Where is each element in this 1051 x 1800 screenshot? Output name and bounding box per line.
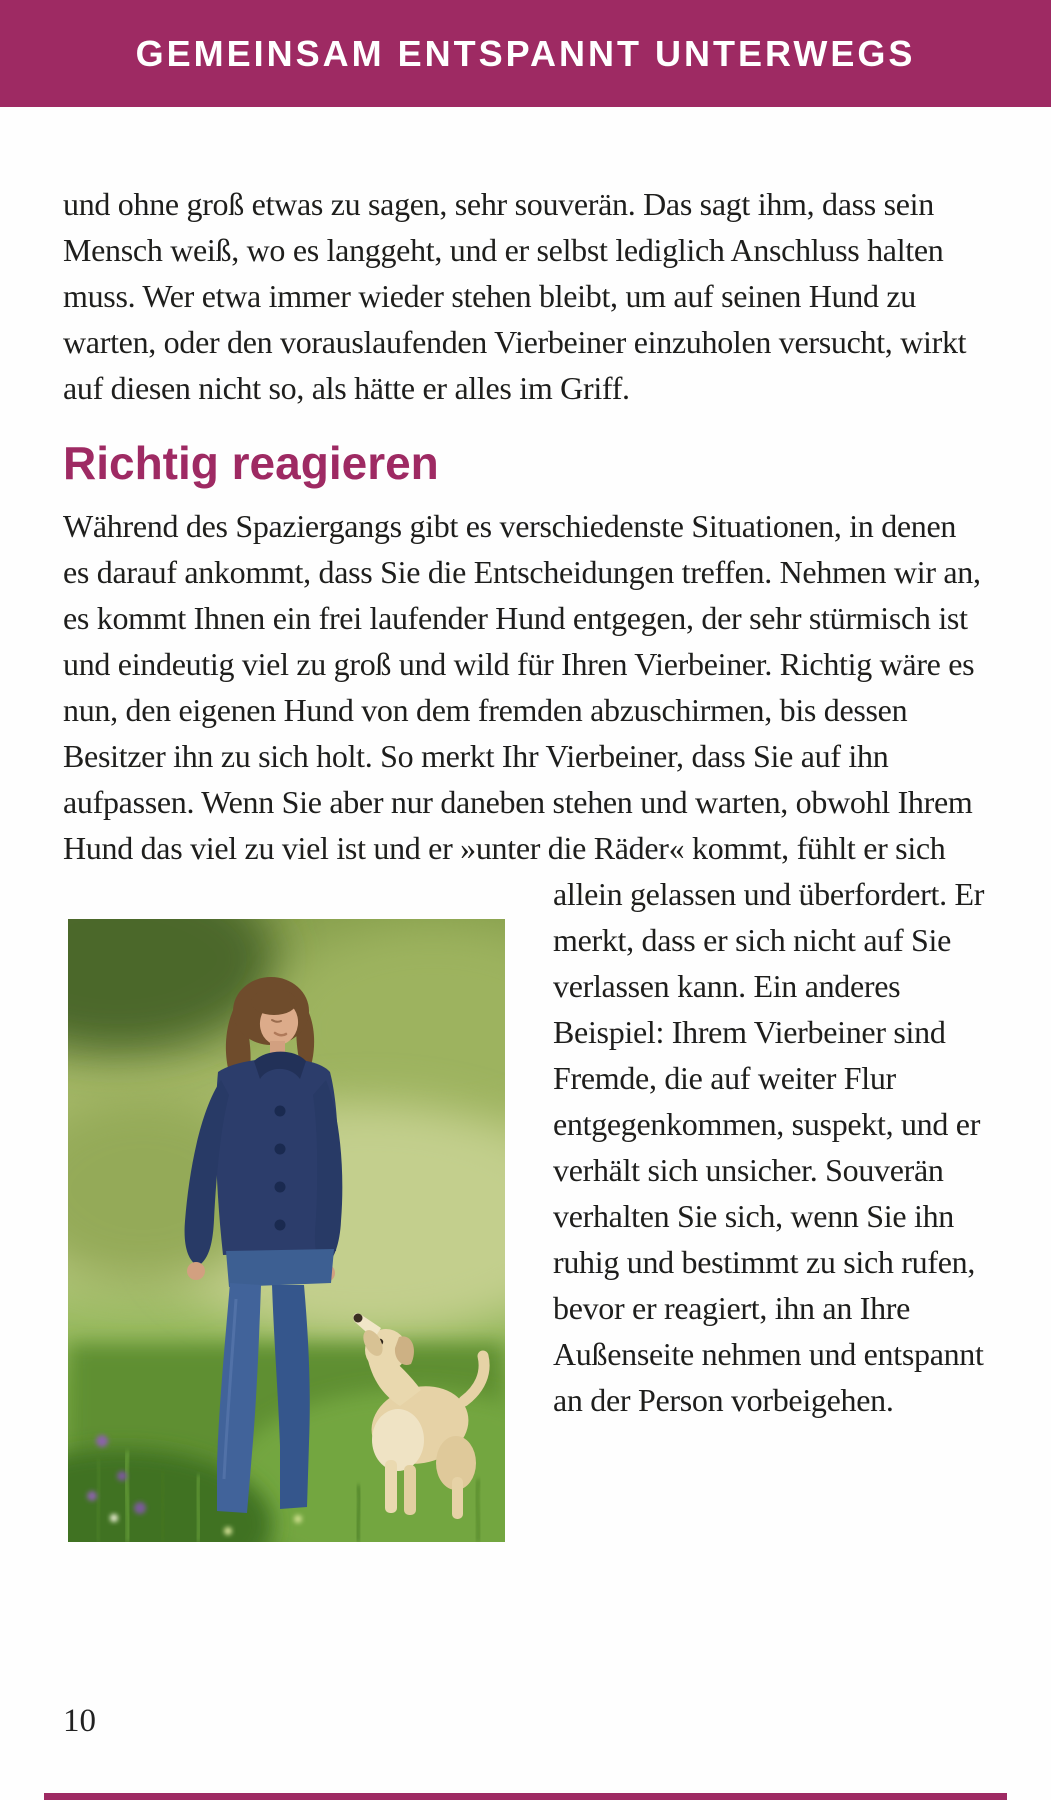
chapter-header-banner <box>0 0 1051 107</box>
chapter-title: GEMEINSAM ENTSPANNT UNTERWEGS <box>135 32 916 74</box>
paragraph-main-part1: Während des Spaziergangs gibt es verschiedenste Situationen, in denen es darauf ankommt, dass Sie die Entscheidungen treffen. Nehmen wir an, es kommt Ihnen ein frei laufender Hund entgegen, der sehr stürmisch ist und eindeutig viel zu groß und wild für Ihren Vierbeiner. Richtig wäre es nun, den eigenen Hund von dem fremden abzuschirmen, bis dessen Besitzer ihn zu sich holt. So merkt Ihr Vierbeiner, dass Sie auf ihn aufpassen. Wenn Sie aber nur daneben stehen und warten, obwohl Ihrem Hund das viel zu viel ist und er »unter die <box>63 508 981 866</box>
page-content <box>0 107 1051 1423</box>
meadow-photo <box>68 919 505 1542</box>
photo-frame <box>68 871 505 1542</box>
paragraph-intro <box>63 181 988 411</box>
paragraph-intro-text: und ohne groß etwas zu sagen, sehr souverän. Das sagt ihm, dass sein Mensch weiß, wo es langgeht, und er selbst lediglich Anschluss halten muss. Wer etwa immer wieder stehen bleibt, um auf seinen Hund zu warten, oder den vorauslaufenden Vierbeiner einzuholen versucht, wirkt auf diesen nicht so, als hätte er alles im Griff. <box>63 186 967 406</box>
section-heading: Richtig reagieren <box>63 437 439 489</box>
paragraph-main <box>63 503 988 1423</box>
paragraph-main-part2: Räder« kommt, fühlt er sich allein gelassen und überfordert. Er merkt, dass er sich nicht auf Sie verlassen kann. Ein anderes Beispiel: Ihrem Vierbeiner sind Fremde, die auf weiter Flur entgegenkommen, suspekt, und er verhält sich unsicher. Souverän verhalten Sie sich, wenn Sie ihn ruhig und bestimmt zu sich rufen, bevor er reagiert, ihn an Ihre Außenseite nehmen und entspannt an der Person vorbeigehen. <box>553 830 985 1418</box>
footer-rule <box>44 1793 1007 1800</box>
page-number: 10 <box>63 1703 96 1739</box>
